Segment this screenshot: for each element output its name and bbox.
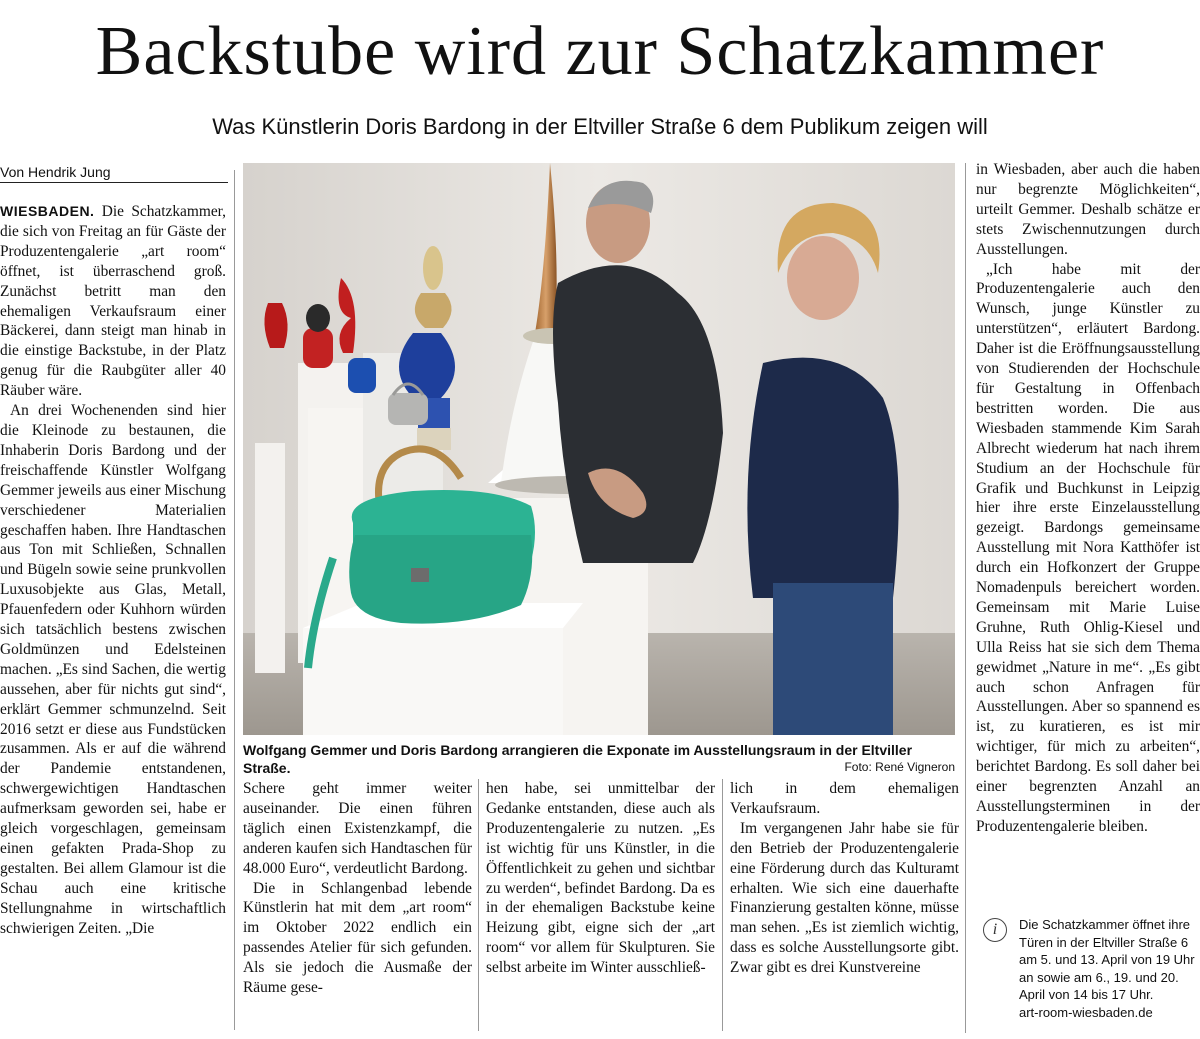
info-text <box>1019 916 1200 1021</box>
paragraph-text: Die Schatzkammer, die sich von Freitag an für Gäste der Produzentengalerie „art room“ öffnet, ist überraschend groß. Zunächst betritt man den ehemaligen Verkaufsraum einer Bäckerei, dann steigt man hinab in die einstige Backstube, in der Platz genug für die Raubgüter aller 40 Räuber wäre. <box>0 203 226 400</box>
paragraph: Im vergangenen Jahr habe sie für den Betrieb der Produzentengalerie eine Förderung durch das Kulturamt erhalten. Wie sich eine dauerhafte Finanzierung gestalten könne, müsse man sehen. „Es ist ziemlich wichtig, dass es solche Ausstellungsorte gibt. Zwar gibt es drei Kunstvereine <box>730 819 959 977</box>
column-divider <box>478 779 479 1031</box>
article-column-2 <box>243 779 472 998</box>
info-url-link[interactable]: art-room-wiesbaden.de <box>1019 1004 1153 1020</box>
paragraph: An drei Wochenenden sind hier die Kleinode zu bestaunen, die Inhaberin Doris Bardong und der freischaffende Künstler Wolfgang Gemmer jeweils aus einer Mischung verschiedener Materialien geschaffen haben. Ihre Handtaschen aus Ton mit Schließen, Schnallen und Bügeln sowie seine prunkvollen Luxusobjekte aus Glas, Metall, Pfauenfedern oder Kuhhorn würden sich tatsächlich bestens zwischen Goldmünzen und Edelsteinen machen. „Es sind Sachen, die wertig aussehen, aber für nichts gut sind“, erklärt Gemmer schmunzelnd. Seit 2016 setzt er diese aus Fundstücken zusammen. Als er auf die während der Pandemie entstandenen, schwergewichtigen Handtaschen aufmerksam geworden sei, habe er gleich vorgeschlagen, gemeinsam einen gefakten Prada-Shop zu gestalten. Bei allem Glamour ist die Schau auch eine kritische Stellungnahme in wirtschaftlich schwierigen Zeiten. „Die <box>0 402 226 937</box>
photo-caption: Wolfgang Gemmer und Doris Bardong arrangieren die Exponate im Ausstellungsraum in der Eltviller Straße. <box>243 742 913 776</box>
info-line: Die Schatzkammer öffnet ihre Türen in der Eltviller Straße 6 am 5. und 13. April von 19 Uhr an sowie am 6., 19. und 20. April von 14 bis 17 Uhr. <box>1019 917 1195 1002</box>
byline: Von Hendrik Jung <box>0 163 228 183</box>
info-icon: i <box>983 918 1007 942</box>
paragraph: Schere geht immer weiter auseinander. Die einen führen täglich einen Existenzkampf, die anderen kaufen sich Handtaschen für 48.000 Euro“, verdeutlicht Bardong. <box>243 780 472 877</box>
column-divider <box>722 779 723 1031</box>
article-column-5 <box>976 160 1200 837</box>
photo-illustration <box>243 163 955 735</box>
article-column-1 <box>0 202 226 939</box>
paragraph <box>0 202 226 401</box>
article-column-4 <box>730 779 959 978</box>
subheadline: Was Künstlerin Doris Bardong in der Eltviller Straße 6 dem Publikum zeigen will <box>212 114 988 139</box>
paragraph: lich in dem ehemaligen Verkaufsraum. <box>730 780 959 817</box>
paragraph: Die in Schlangenbad lebende Künstlerin hat mit dem „art room“ im Oktober 2022 endlich ein passendes Atelier für sich gefunden. Als sie jedoch die Ausmaße der Räume gese- <box>243 879 472 997</box>
photo-credit: Foto: René Vigneron <box>844 760 955 774</box>
paragraph: in Wiesbaden, aber auch die haben nur begrenzte Möglichkeiten“, urteilt Gemmer. Deshalb schätze er stets Zwischennutzungen durch Ausstellungen. <box>976 161 1200 258</box>
column-divider <box>965 163 966 1033</box>
paragraph: hen habe, sei unmittelbar der Gedanke entstanden, diese auch als Produzentengalerie zu nutzen. „Es ist wichtig für uns Künstler, in die Öffentlichkeit zu gehen und sichtbar zu werden“, befindet Bardong. Da es in der ehemaligen Backstube keine Heizung gibt, eigne sich der „art room“ vor allem für Skulpturen. Sie selbst arbeite im Winter ausschließ- <box>486 780 715 977</box>
headline: Backstube wird zur Schatzkammer <box>95 13 1105 90</box>
dateline: WIESBADEN. <box>0 203 95 219</box>
article-photo <box>243 163 955 735</box>
article-column-3 <box>486 779 715 978</box>
paragraph: „Ich habe mit der Produzentengalerie auch den Wunsch, junge Künstler zu unterstützen“, erläutert Bardong. Daher ist die Eröffnungsausstellung von Studierenden der Hochschule für Gestaltung in Offenbach bestritten worden. Die aus Wiesbaden stammende Kim Sarah Albrecht wiederum hat nach ihrem Studium an der Hochschule für Grafik und Buchkunst in Leipzig hier ihre erste Einzelausstellung gezeigt. Bardongs gemeinsame Ausstellung mit Nora Katthöfer ist durch ein Hofkonzert der Gruppe Nomadenpuls bereichert worden. Gemeinsam mit Marie Luise Gruhne, Ruth Ohlig-Kiesel und Ulla Reiss hat sie sich dem Thema gewidmet „Nature in me“. „Es gibt auch schon Anfragen für Ausstellungen. Aber so spannend es ist, zu kuratieren, es ist mir wichtiger, für mich zu arbeiten“, berichtet Bardong. Es soll daher bei einer begrenzten Anzahl an Ausstellungsterminen in der Produzentengalerie bleiben. <box>976 260 1200 835</box>
column-divider <box>234 170 235 1030</box>
